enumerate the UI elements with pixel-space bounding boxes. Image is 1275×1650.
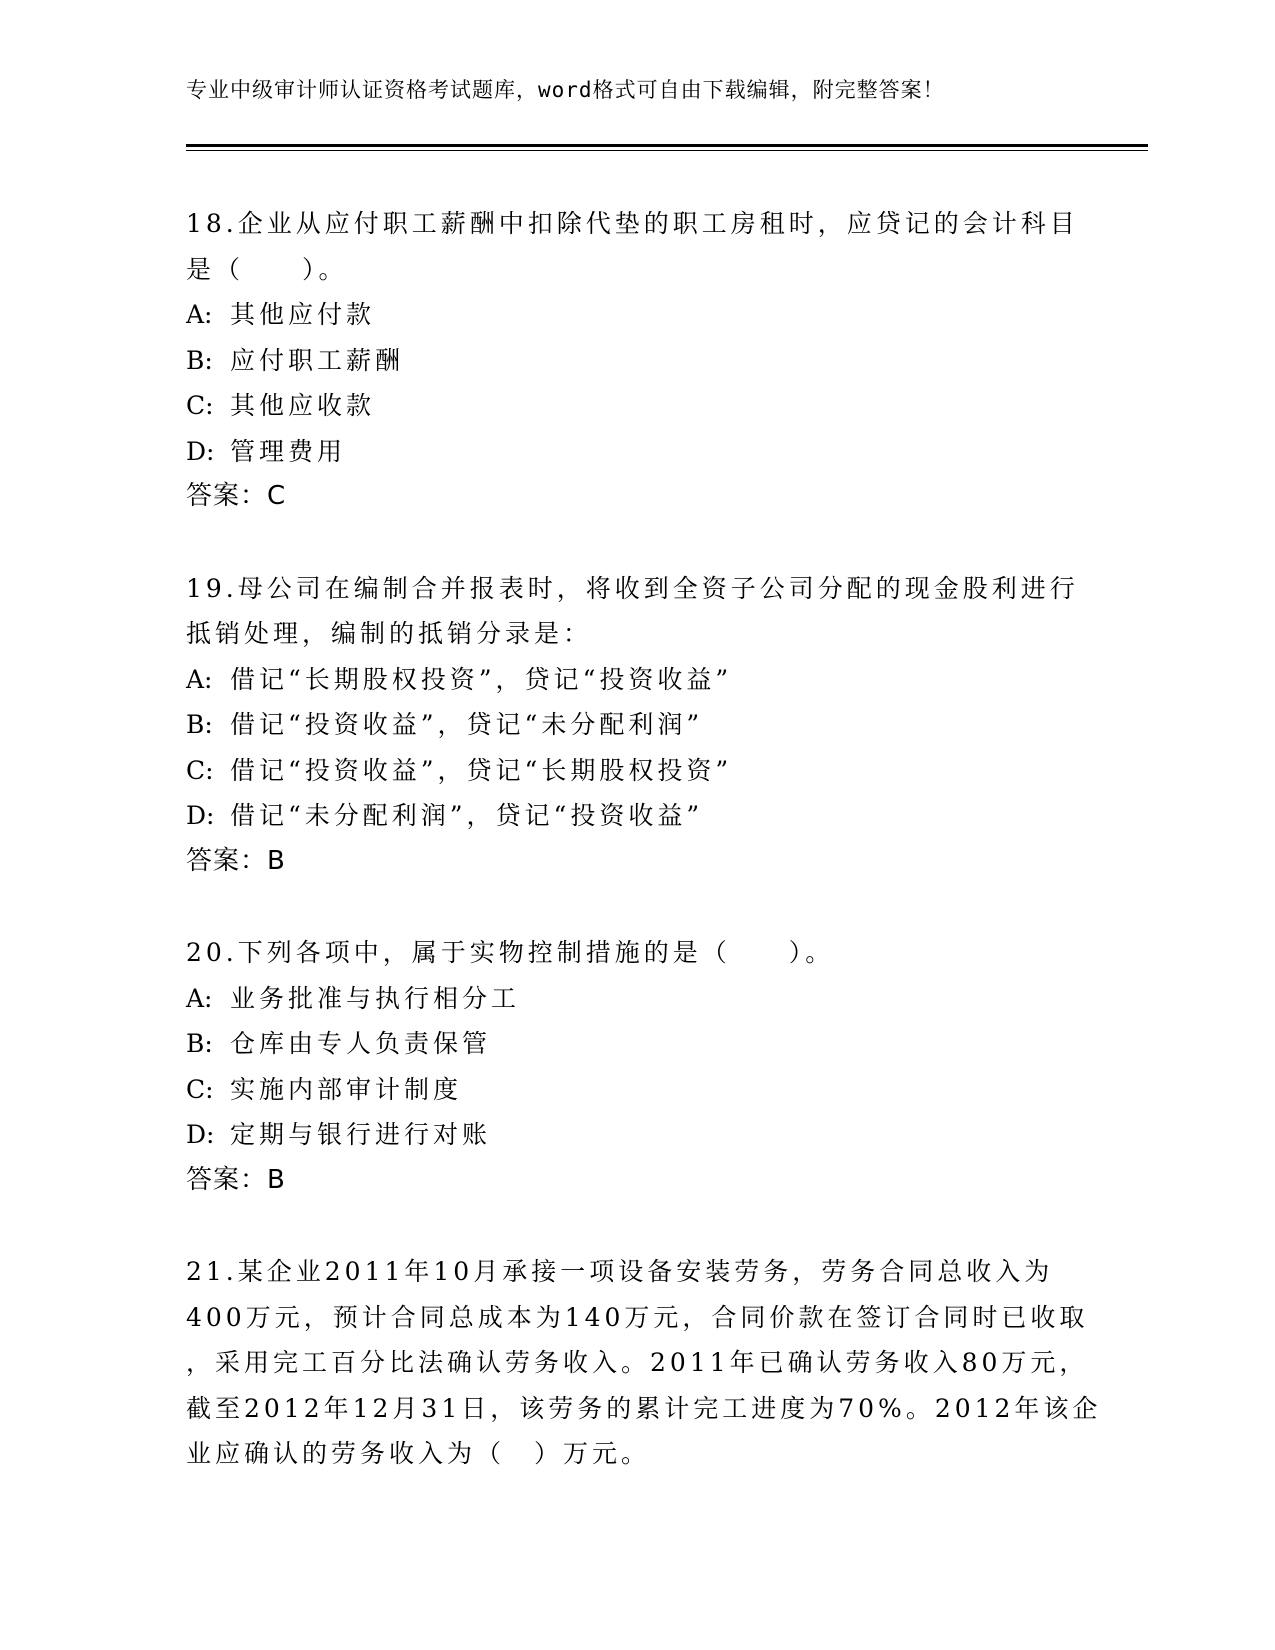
option-label: A: [186, 983, 213, 1013]
option-a [186, 292, 1086, 338]
option-label: D: [186, 436, 215, 466]
option-text: 其他应付款 [230, 300, 376, 329]
page-header: 专业中级审计师认证资格考试题库，word格式可自由下载编辑，附完整答案！ [186, 78, 945, 102]
option-text: 业务批准与执行相分工 [230, 983, 521, 1013]
option-label: B: [186, 345, 213, 375]
option-c [186, 748, 1086, 794]
question-20 [186, 930, 1086, 1203]
answer-line: 答案：C [186, 481, 287, 511]
question-stem-line: 20.下列各项中，属于实物控制措施的是（ ）。 [186, 938, 835, 967]
question-18 [186, 201, 1086, 520]
option-text: 借记“长期股权投资”，贷记“投资收益” [230, 664, 733, 694]
question-list [186, 201, 1102, 1523]
option-a [186, 976, 1086, 1022]
question-21 [186, 1249, 1102, 1477]
question-stem-line: ，采用完工百分比法确认劳务收入。2011年已确认劳务收入80万元， [186, 1348, 1089, 1377]
option-b [186, 338, 1086, 384]
option-label: A: [186, 300, 213, 329]
option-label: A: [186, 664, 213, 694]
question-19 [186, 566, 1086, 885]
question-stem-line: 截至2012年12月31日，该劳务的累计完工进度为70%。2012年该企 [186, 1393, 1102, 1423]
option-text: 实施内部审计制度 [230, 1074, 463, 1104]
header-rule-thick [186, 144, 1148, 147]
option-label: D: [186, 801, 215, 830]
option-label: C: [186, 755, 214, 785]
option-label: C: [186, 1074, 214, 1104]
option-text: 定期与银行进行对账 [230, 1120, 492, 1149]
question-stem-line: 是（ ）。 [186, 254, 348, 284]
question-stem-line: 21.某企业2011年10月承接一项设备安装劳务，劳务合同总收入为 [186, 1257, 1054, 1286]
question-stem-line: 抵销处理，编制的抵销分录是： [186, 619, 593, 648]
option-label: B: [186, 1029, 213, 1058]
option-label: B: [186, 710, 213, 739]
option-label: C: [186, 391, 214, 420]
option-c [186, 1067, 1086, 1113]
question-stem-line: 业应确认的劳务收入为（ ）万元。 [186, 1439, 651, 1468]
option-text: 其他应收款 [230, 391, 376, 420]
option-text: 仓库由专人负责保管 [230, 1029, 492, 1058]
question-stem-line: 400万元，预计合同总成本为140万元，合同价款在签订合同时已收取 [186, 1302, 1089, 1332]
option-label: D: [186, 1120, 215, 1149]
option-c [186, 383, 1086, 429]
option-d [186, 429, 1086, 475]
option-b [186, 1021, 1086, 1067]
option-b [186, 702, 1086, 748]
option-text: 管理费用 [230, 436, 347, 466]
answer-line: 答案：B [186, 845, 286, 876]
option-text: 借记“投资收益”，贷记“未分配利润” [230, 710, 704, 739]
option-d [186, 1112, 1086, 1158]
answer-line: 答案：B [186, 1164, 286, 1195]
question-stem-line: 18.企业从应付职工薪酬中扣除代垫的职工房租时，应贷记的会计科目 [186, 209, 1079, 238]
option-text: 应付职工薪酬 [230, 345, 405, 375]
header-rule-thin [186, 150, 1148, 151]
option-text: 借记“未分配利润”，贷记“投资收益” [230, 801, 704, 830]
question-stem-line: 19.母公司在编制合并报表时，将收到全资子公司分配的现金股利进行 [186, 573, 1079, 603]
option-text: 借记“投资收益”，贷记“长期股权投资” [230, 755, 733, 785]
option-d [186, 793, 1086, 839]
option-a [186, 657, 1086, 703]
